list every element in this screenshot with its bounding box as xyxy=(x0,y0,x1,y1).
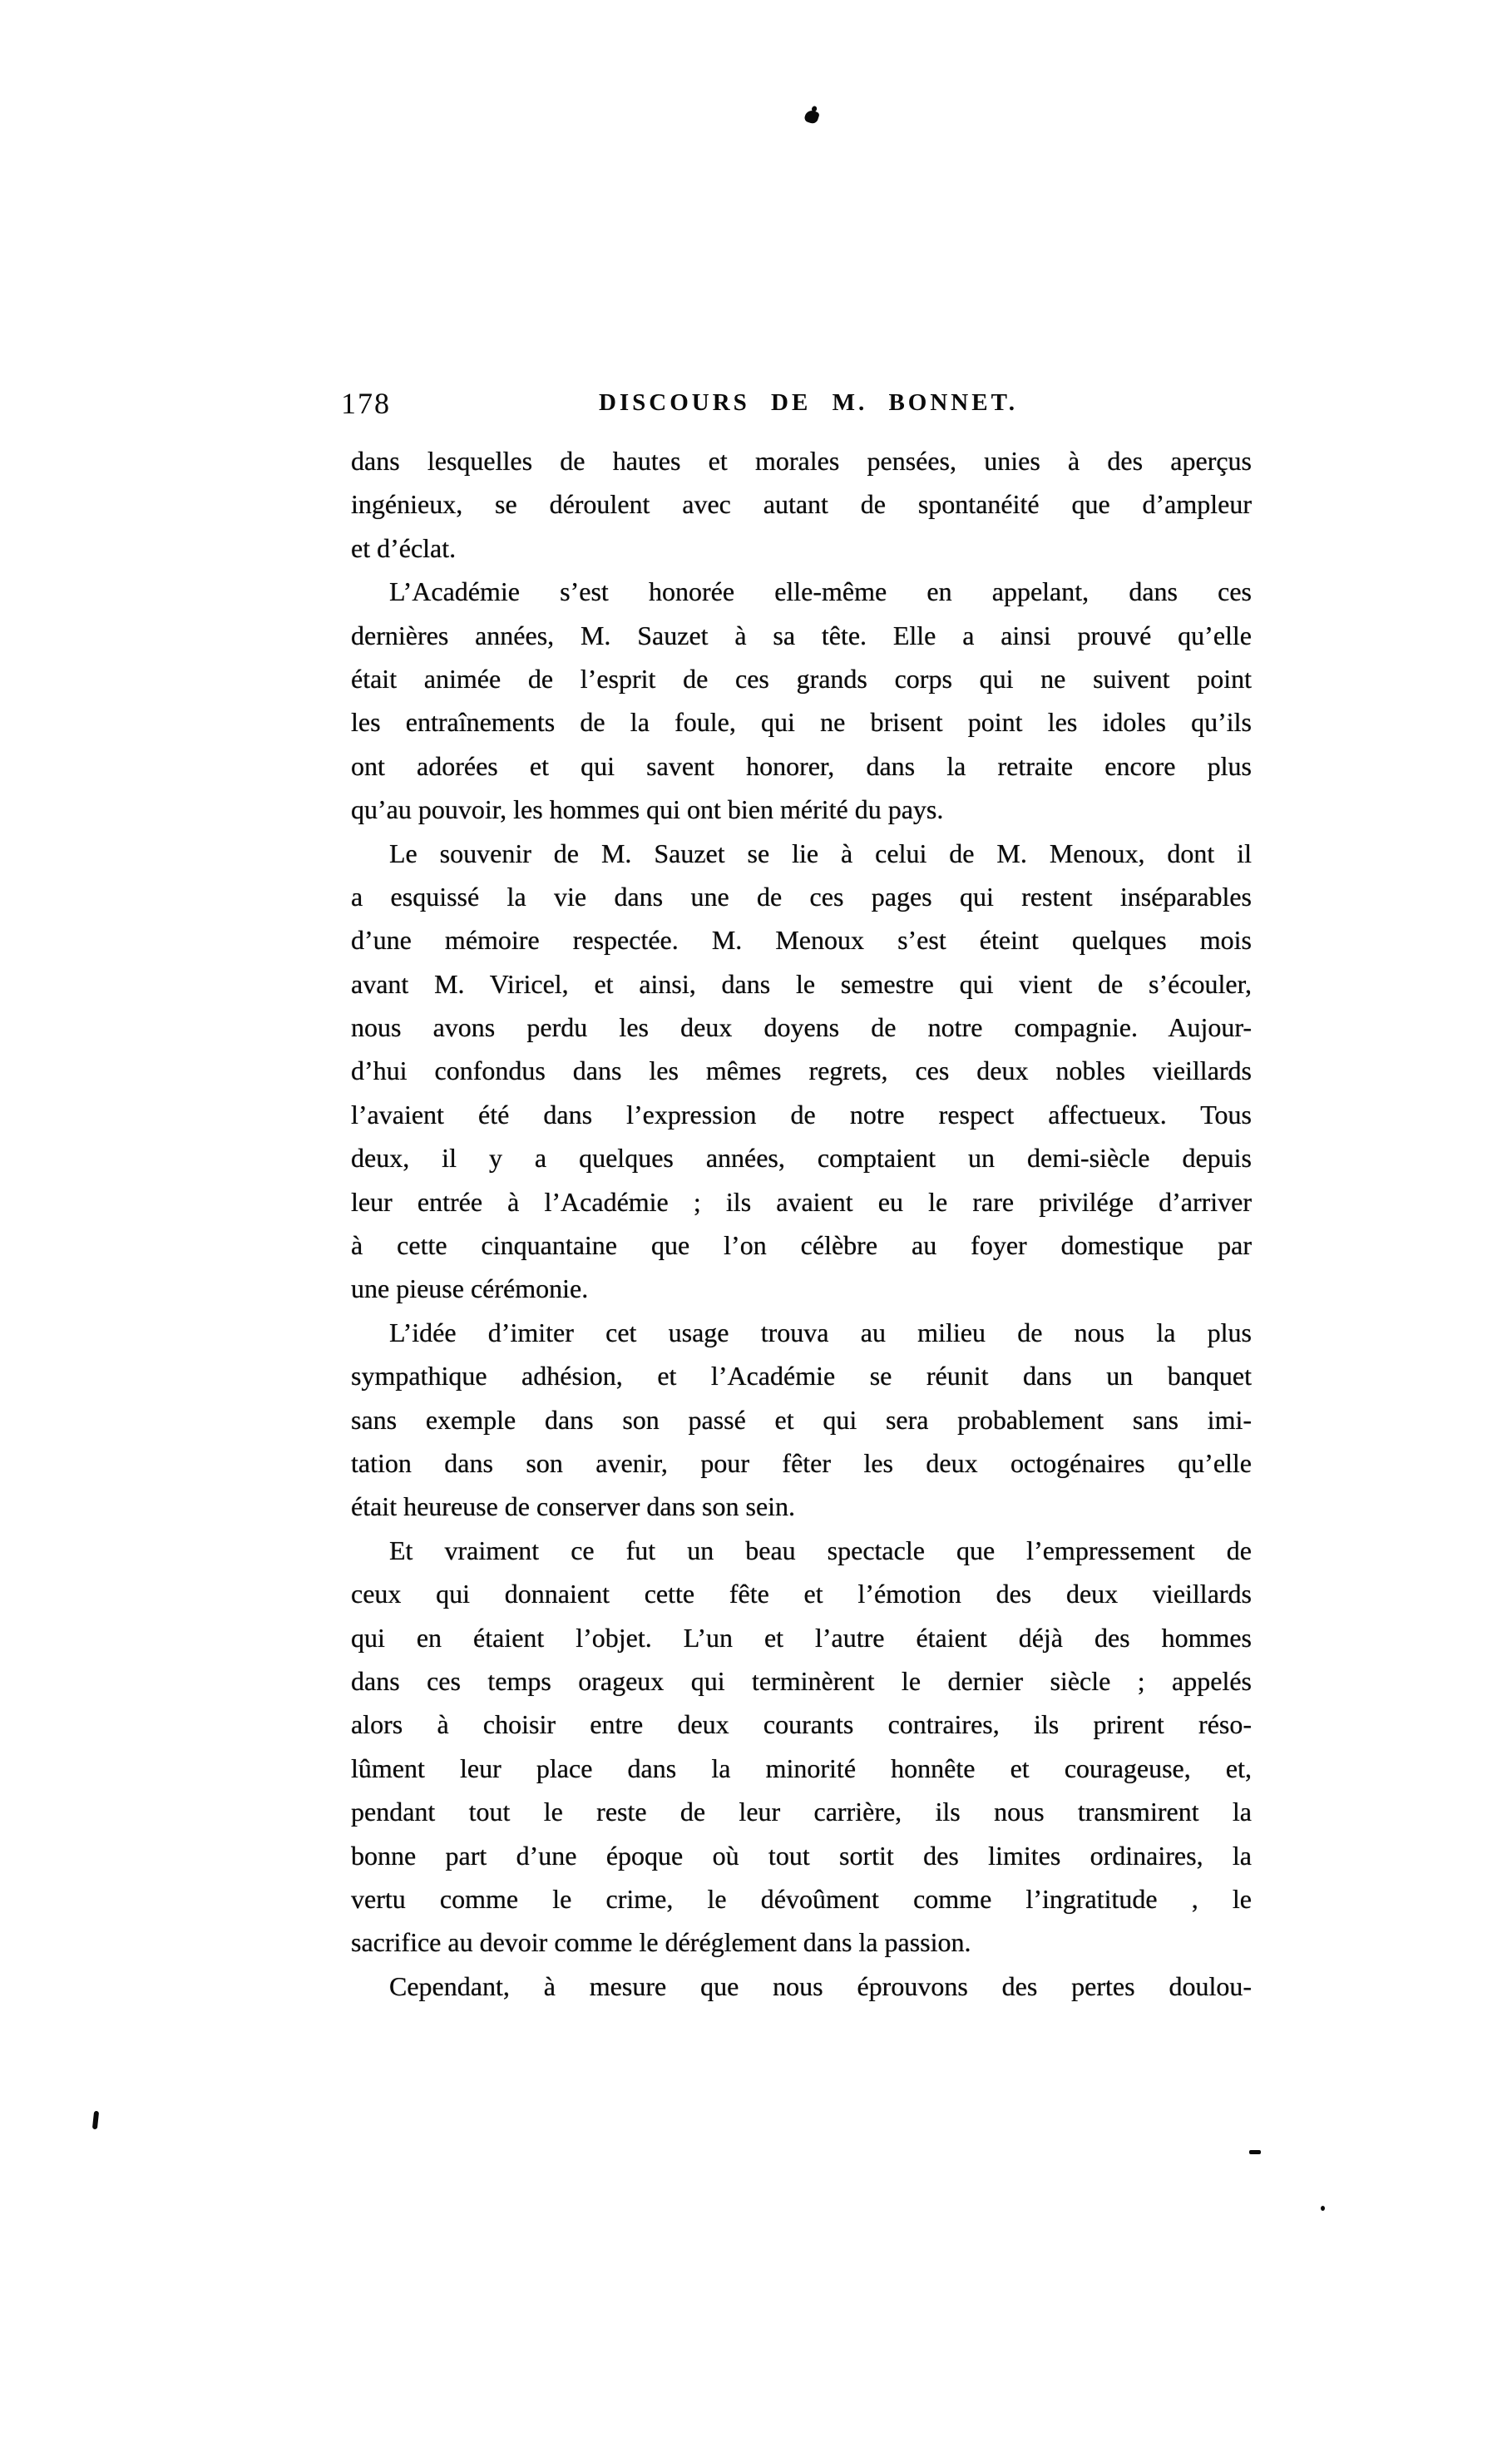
text-line: d’une mémoire respectée. M. Menoux s’est éteint quelques mois xyxy=(351,925,1252,956)
text-line: nous avons perdu les deux doyens de notre compagnie. Aujour- xyxy=(351,1012,1252,1043)
page-number: 178 xyxy=(341,387,391,420)
text-line: sans exemple dans son passé et qui sera probablement sans imi- xyxy=(351,1404,1252,1435)
text-line: Et vraiment ce fut un beau spectacle que l’empressement de xyxy=(389,1535,1252,1565)
text-line: et d’éclat. xyxy=(351,532,457,563)
text-line: vertu comme le crime, le dévoûment comme l’ingratitude , le xyxy=(351,1883,1252,1914)
text-line: l’avaient été dans l’expression de notre respect affectueux. Tous xyxy=(351,1099,1252,1130)
ink-speck-icon xyxy=(1321,2206,1325,2211)
text-line: deux, il y a quelques années, comptaient un demi-siècle depuis xyxy=(351,1143,1252,1174)
text-line: sacrifice au devoir comme le déréglement dans la passion. xyxy=(351,1927,971,1958)
text-line: pendant tout le reste de leur carrière, ils nous transmirent la xyxy=(351,1797,1252,1827)
text-line: Cependant, à mesure que nous éprouvons des pertes doulou- xyxy=(389,1970,1252,2001)
text-line: L’Académie s’est honorée elle-même en appelant, dans ces xyxy=(389,576,1252,607)
text-line: ont adorées et qui savent honorer, dans la retraite encore plus xyxy=(351,750,1252,781)
text-line: alors à choisir entre deux courants contraires, ils prirent réso- xyxy=(351,1709,1252,1740)
text-line: dans ces temps orageux qui terminèrent le dernier siècle ; appelés xyxy=(351,1665,1252,1696)
text-line: avant M. Viricel, et ainsi, dans le semestre qui vient de s’écouler, xyxy=(351,968,1252,999)
ink-speck-icon xyxy=(1249,2150,1261,2154)
ink-speck-icon xyxy=(803,109,820,125)
running-title: DISCOURS DE M. BONNET. xyxy=(598,389,1019,416)
body-text xyxy=(351,439,1252,2008)
text-line: Le souvenir de M. Sauzet se lie à celui de M. Menoux, dont il xyxy=(389,838,1252,868)
ink-speck-icon xyxy=(92,2111,99,2130)
text-line: a esquissé la vie dans une de ces pages qui restent inséparables xyxy=(351,881,1252,912)
text-line: était heureuse de conserver dans son sein. xyxy=(351,1491,796,1522)
text-line: dans lesquelles de hautes et morales pensées, unies à des aperçus xyxy=(351,446,1252,476)
text-line: qu’au pouvoir, les hommes qui ont bien mérité du pays. xyxy=(351,794,944,825)
text-line: leur entrée à l’Académie ; ils avaient eu le rare privilége d’arriver xyxy=(351,1186,1252,1217)
text-line: dernières années, M. Sauzet à sa tête. Elle a ainsi prouvé qu’elle xyxy=(351,620,1252,650)
text-line: ceux qui donnaient cette fête et l’émotion des deux vieillards xyxy=(351,1579,1252,1609)
text-line: d’hui confondus dans les mêmes regrets, ces deux nobles vieillards xyxy=(351,1055,1252,1086)
text-line: à cette cinquantaine que l’on célèbre au foyer domestique par xyxy=(351,1230,1252,1261)
text-line: était animée de l’esprit de ces grands corps qui ne suivent point xyxy=(351,663,1252,694)
text-line: tation dans son avenir, pour fêter les deux octogénaires qu’elle xyxy=(351,1447,1252,1478)
text-line: sympathique adhésion, et l’Académie se réunit dans un banquet xyxy=(351,1361,1252,1392)
text-line: ingénieux, se déroulent avec autant de spontanéité que d’ampleur xyxy=(351,489,1252,520)
text-line: qui en étaient l’objet. L’un et l’autre étaient déjà des hommes xyxy=(351,1622,1252,1653)
text-line: une pieuse cérémonie. xyxy=(351,1273,589,1304)
text-line: les entraînements de la foule, qui ne brisent point les idoles qu’ils xyxy=(351,707,1252,738)
text-line: L’idée d’imiter cet usage trouva au milieu de nous la plus xyxy=(389,1317,1252,1347)
text-line: bonne part d’une époque où tout sortit des limites ordinaires, la xyxy=(351,1840,1252,1871)
text-line: lûment leur place dans la minorité honnête et courageuse, et, xyxy=(351,1752,1252,1783)
